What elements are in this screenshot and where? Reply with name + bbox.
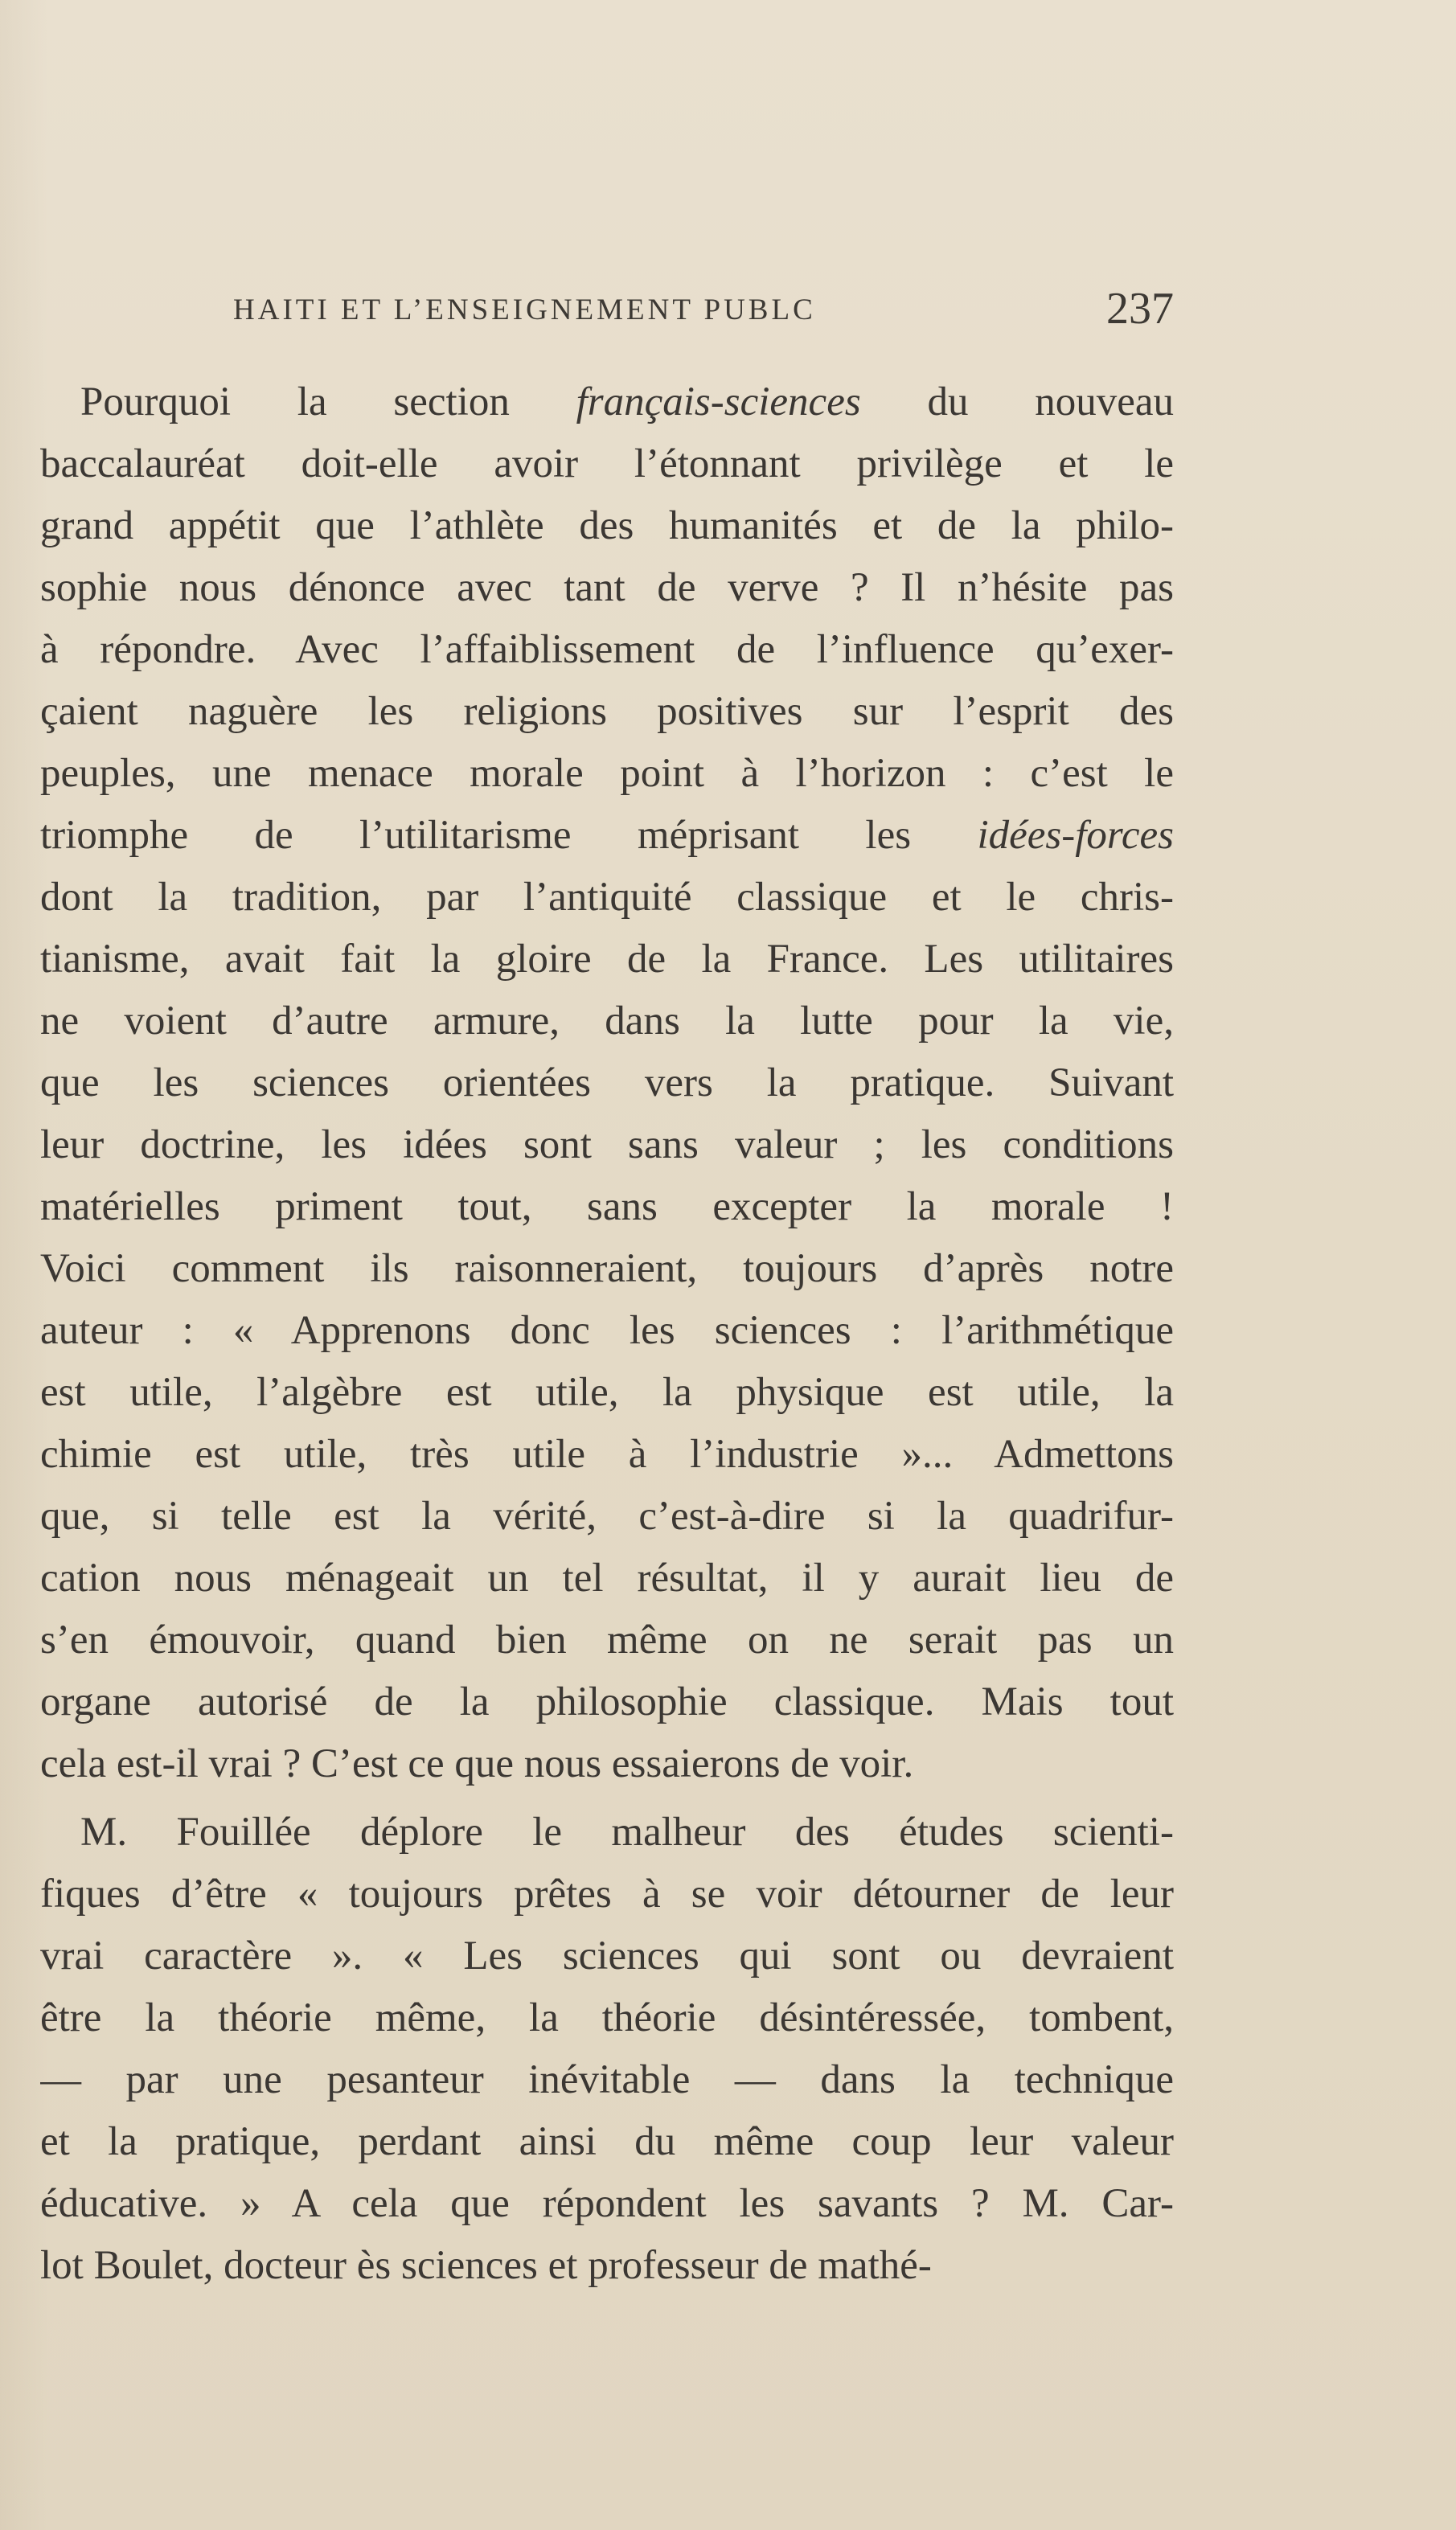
text-line (40, 1609, 1174, 1671)
text-segment: chimie est utile, très utile à l’industrie »... Admettons (40, 1432, 1174, 1477)
text-segment: être la théorie même, la théorie désintéressée, tombent, (40, 1995, 1174, 2040)
text-segment: que, si telle est la vérité, c’est-à-dire si la quadrifur- (40, 1494, 1174, 1539)
text-line (40, 1300, 1174, 1362)
text-line (40, 1671, 1174, 1733)
text-line (40, 2111, 1174, 2173)
text-line (40, 929, 1174, 990)
page-header (233, 283, 1174, 339)
text-line (40, 805, 1174, 867)
text-segment: ne voient d’autre armure, dans la lutte pour la vie, (40, 998, 1174, 1044)
text-segment: dont la tradition, par l’antiquité classique et le chris- (40, 875, 1174, 920)
text-segment: est utile, l’algèbre est utile, la physique est utile, la (40, 1370, 1174, 1415)
text-segment: çaient naguère les religions positives sur l’esprit des (40, 689, 1174, 734)
text-line (40, 1424, 1174, 1486)
text-segment: éducative. » A cela que répondent les savants ? M. Car- (40, 2181, 1174, 2226)
text-segment: lot Boulet, docteur ès sciences et professeur de mathé- (40, 2243, 932, 2288)
text-segment: s’en émouvoir, quand bien même on ne serait pas un (40, 1618, 1174, 1663)
text-segment: et la pratique, perdant ainsi du même coup leur valeur (40, 2119, 1174, 2164)
text-line (40, 2049, 1174, 2111)
text-segment: tianisme, avait fait la gloire de la France. Les utilitaires (40, 937, 1174, 982)
text-line (40, 1925, 1174, 1987)
text-segment: leur doctrine, les idées sont sans valeur ; les conditions (40, 1122, 1174, 1167)
text-segment: cation nous ménageait un tel résultat, il y aurait lieu de (40, 1556, 1174, 1601)
text-line (40, 1733, 1174, 1795)
text-segment: cela est-il vrai ? C’est ce que nous essaierons de voir. (40, 1741, 914, 1786)
text-line (40, 1238, 1174, 1300)
text-line (40, 1052, 1174, 1114)
text-line (40, 743, 1174, 805)
text-segment: grand appétit que l’athlète des humanités et de la philo- (40, 503, 1174, 548)
text-line (40, 1114, 1174, 1176)
text-segment: baccalauréat doit-elle avoir l’étonnant privilège et le (40, 441, 1174, 486)
text-line (40, 990, 1174, 1052)
text-line (40, 681, 1174, 743)
text-segment: M. Fouillée déplore le malheur des études scienti- (80, 1810, 1174, 1855)
text-line (40, 1548, 1174, 1609)
text-line (40, 1987, 1174, 2049)
text-segment: — par une pesanteur inévitable — dans la technique (40, 2057, 1174, 2102)
text-line (40, 1864, 1174, 1925)
text-line (40, 2235, 1174, 2297)
italic-term: français-sciences (576, 379, 861, 424)
text-segment: triomphe de l’utilitarisme méprisant les (40, 813, 978, 858)
text-segment: du nouveau (860, 379, 1174, 424)
text-line (40, 1486, 1174, 1548)
italic-term: idées-forces (977, 813, 1174, 858)
running-title: HAITI ET L’ENSEIGNEMENT PUBLC (233, 293, 816, 326)
text-segment: à répondre. Avec l’affaiblissement de l’influence qu’exer- (40, 627, 1174, 672)
text-segment: fiques d’être « toujours prêtes à se voir détourner de leur (40, 1872, 1174, 1917)
text-line (40, 495, 1174, 557)
text-line (40, 1362, 1174, 1424)
text-line (40, 1802, 1174, 1864)
text-segment: vrai caractère ». « Les sciences qui sont ou devraient (40, 1933, 1174, 1978)
text-segment: matérielles priment tout, sans excepter la morale ! (40, 1184, 1174, 1229)
text-segment: Voici comment ils raisonneraient, toujours d’après notre (40, 1246, 1174, 1291)
text-segment: auteur : « Apprenons donc les sciences : l’arithmétique (40, 1308, 1174, 1353)
text-line (40, 371, 1174, 433)
body-text (40, 371, 1174, 2297)
text-segment: que les sciences orientées vers la pratique. Suivant (40, 1060, 1174, 1105)
text-segment: peuples, une menace morale point à l’horizon : c’est le (40, 751, 1174, 796)
text-line (40, 557, 1174, 619)
text-line (40, 1176, 1174, 1238)
page-number: 237 (1106, 284, 1174, 334)
text-line (40, 867, 1174, 929)
text-segment: sophie nous dénonce avec tant de verve ? Il n’hésite pas (40, 565, 1174, 610)
text-line (40, 2173, 1174, 2235)
text-segment: Pourquoi la section (80, 379, 576, 424)
text-line (40, 433, 1174, 495)
text-line (40, 619, 1174, 681)
text-segment: organe autorisé de la philosophie classique. Mais tout (40, 1679, 1174, 1724)
